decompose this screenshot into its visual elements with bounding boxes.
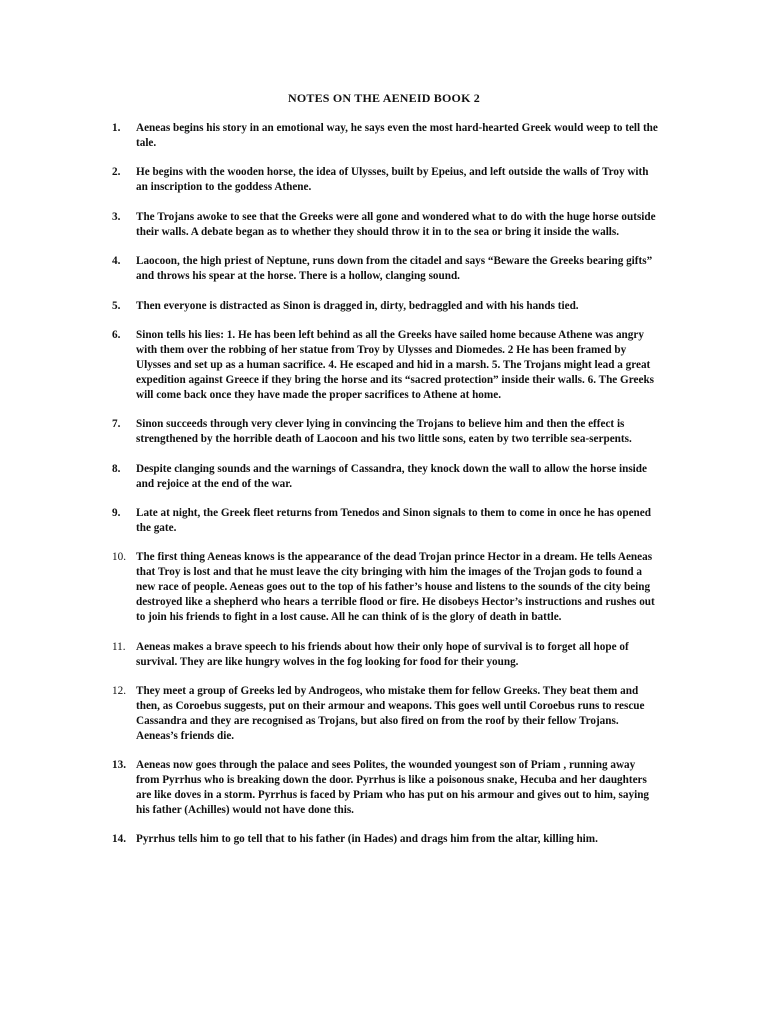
- item-text: Then everyone is distracted as Sinon is dragged in, dirty, bedraggled and with his hands tied.: [136, 299, 579, 312]
- item-text: Aeneas begins his story in an emotional way, he says even the most hard-hearted Greek would weep to tell the tale.: [136, 122, 658, 149]
- list-item: [112, 550, 660, 625]
- item-text: The Trojans awoke to see that the Greeks were all gone and wondered what to do with the huge horse outside their walls. A debate began as to whether they should throw it in to the sea or bring it inside the walls.: [136, 210, 656, 238]
- item-text: He begins with the wooden horse, the idea of Ulysses, built by Epeius, and left outside the walls of Troy with an inscription to the goddess Athene.: [136, 166, 649, 194]
- item-number: 6.: [112, 329, 121, 342]
- item-number: 5.: [112, 299, 121, 312]
- list-item: [112, 832, 660, 847]
- item-number: 8.: [112, 462, 121, 475]
- item-number: 4.: [112, 255, 121, 268]
- item-number: 7.: [112, 418, 121, 431]
- list-item: [112, 210, 660, 240]
- list-item: [112, 417, 660, 447]
- item-text: Sinon tells his lies: 1. He has been left behind as all the Greeks have sailed home because Athene was angry with them over the robbing of her statue from Troy by Ulysses and Diomedes. 2 He has been framed by Ulysses and set up as a human sacrifice. 4. He escaped and hid in a marsh. 5. The Trojans might lead a great expedition against Greece if they bring the horse and its “sacred protection” inside their walls. 6. The Greeks will come back once they have made the proper sacrifices to Athene at home.: [136, 329, 655, 401]
- item-text: Aeneas makes a brave speech to his friends about how their only hope of survival is to forget all hope of survival. They are like hungry wolves in the fog looking for food for their young.: [136, 640, 629, 668]
- item-text: The first thing Aeneas knows is the appearance of the dead Trojan prince Hector in a dream. He tells Aeneas that Troy is lost and that he must leave the city bringing with him the images of the Trojan gods to found a new race of people. Aeneas goes out to the top of his father’s house and listens to the sounds of the city being destroyed like a shepherd who hears a terrible flood or fire. He disobeys Hector’s instructions and rushes out to join his friends to fight in a lost cause. All he can think of is the glory of death in battle.: [136, 551, 655, 624]
- item-text: They meet a group of Greeks led by Androgeos, who mistake them for fellow Greeks. They beat them and then, as Coroebus suggests, put on their armour and weapons. This goes well until Coroebus runs to rescue Cassandra and they are recognised as Trojans, but also fired on from the roof by their fellow Trojans. Aeneas’s friends die.: [136, 685, 645, 742]
- item-text: Laocoon, the high priest of Neptune, runs down from the citadel and says “Beware the Greeks bearing gifts” and throws his spear at the horse. There is a hollow, clanging sound.: [136, 255, 653, 283]
- item-text: Aeneas now goes through the palace and sees Polites, the wounded youngest son of Priam , running away from Pyrrhus who is breaking down the door. Pyrrhus is like a poisonous snake, Hecuba and her daughters are like doves in a storm. Pyrrhus is faced by Priam who has put on his armour and gives out to him, saying his father (Achilles) would not have done this.: [136, 759, 650, 816]
- list-item: [112, 506, 660, 536]
- item-number: 2.: [112, 166, 121, 179]
- item-number: 11.: [112, 640, 126, 653]
- item-number: 3.: [112, 210, 121, 223]
- list-item: [112, 462, 660, 492]
- list-item: [112, 758, 660, 818]
- item-number: 13.: [112, 759, 126, 772]
- list-item: [112, 640, 660, 670]
- item-number: 14.: [112, 833, 126, 846]
- list-item: [112, 254, 660, 284]
- item-text: Late at night, the Greek fleet returns from Tenedos and Sinon signals to them to come in once he has opened the gate.: [136, 507, 651, 534]
- list-item: [112, 328, 660, 403]
- item-text: Sinon succeeds through very clever lying in convincing the Trojans to believe him and then the effect is strengthened by the horrible death of Laocoon and his two little sons, eaten by two terrible sea-serpents.: [136, 418, 632, 446]
- item-text: Pyrrhus tells him to go tell that to his father (in Hades) and drags him from the altar, killing him.: [136, 833, 598, 846]
- item-number: 12.: [112, 685, 126, 697]
- list-item: [112, 121, 660, 151]
- item-number: 9.: [112, 507, 121, 520]
- page-title: NOTES ON THE AENEID BOOK 2: [287, 91, 481, 105]
- item-number: 1.: [112, 122, 121, 134]
- item-text: Despite clanging sounds and the warnings of Cassandra, they knock down the wall to allow the horse inside and rejoice at the end of the war.: [136, 462, 647, 490]
- list-item: [112, 684, 660, 744]
- item-number: 10.: [112, 551, 126, 564]
- list-item: [112, 299, 660, 314]
- list-item: [112, 165, 660, 195]
- notes-list: [112, 121, 660, 862]
